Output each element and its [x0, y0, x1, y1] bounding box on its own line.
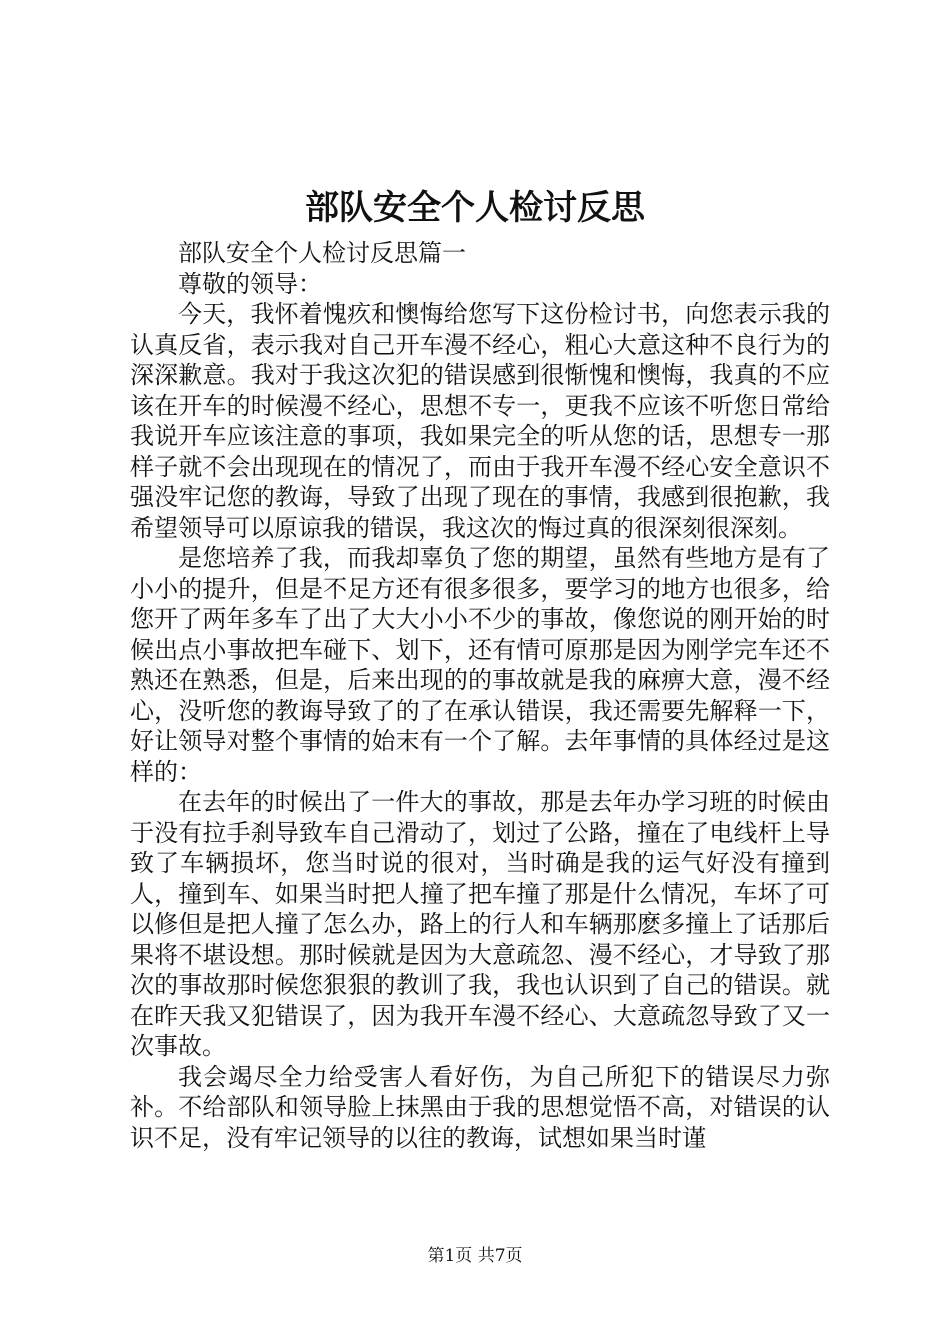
body-paragraph: 我会竭尽全力给受害人看好伤，为自己所犯下的错误尽力弥补。不给部队和领导脸上抹黑由于我的思想觉悟不高，对错误的认识不足，没有牢记领导的以往的教诲，试想如果当时谨: [130, 1062, 830, 1152]
page-number: 第1页 共7页: [427, 1246, 523, 1266]
document-title: 部队安全个人检讨反思: [305, 188, 645, 228]
section-heading: 部队安全个人检讨反思篇一: [178, 239, 466, 267]
document-body: [130, 238, 830, 1153]
body-paragraph: 是您培养了我，而我却辜负了您的期望，虽然有些地方是有了小小的提升，但是不足方还有很多很多，要学习的地方也很多，给您开了两年多车了出了大大小小不少的事故，像您说的刚开始的时候出点小事故把车碰下、划下，还有情可原那是因为刚学完车还不熟还在熟悉，但是，后来出现的的事故就是我的麻痹大意，漫不经心，没听您的教诲导致了的了在承认错误，我还需要先解释一下，好让领导对整个事情的始末有一个了解。去年事情的具体经过是这样的：: [130, 544, 830, 786]
salutation: 尊敬的领导：: [178, 269, 322, 298]
body-paragraph: 在去年的时候出了一件大的事故，那是去年办学习班的时候由于没有拉手刹导致车自己滑动了，划过了公路，撞在了电线杆上导致了车辆损坏，您当时说的很对，当时确是我的运气好没有撞到人，撞到车、如果当时把人撞了把车撞了那是什么情况，车坏了可以修但是把人撞了怎么办，路上的行人和车辆那麽多撞上了话那后果将不堪设想。那时候就是因为大意疏忽、漫不经心，才导致了那次的事故那时候您狠狠的教训了我，我也认识到了自己的错误。就在昨天我又犯错误了，因为我开车漫不经心、大意疏忽导致了又一次事故。: [130, 788, 830, 1060]
body-paragraph: 今天，我怀着愧疚和懊悔给您写下这份检讨书，向您表示我的认真反省，表示我对自己开车漫不经心，粗心大意这种不良行为的深深歉意。我对于我这次犯的错误感到很惭愧和懊悔，我真的不应该在开车的时候漫不经心，思想不专一，更我不应该不听您日常给我说开车应该注意的事项，我如果完全的听从您的话，思想专一那样子就不会出现现在的情况了，而由于我开车漫不经心安全意识不强没牢记您的教诲，导致了出现了现在的事情，我感到很抱歉，我希望领导可以原谅我的错误，我这次的悔过真的很深刻很深刻。: [130, 300, 830, 542]
